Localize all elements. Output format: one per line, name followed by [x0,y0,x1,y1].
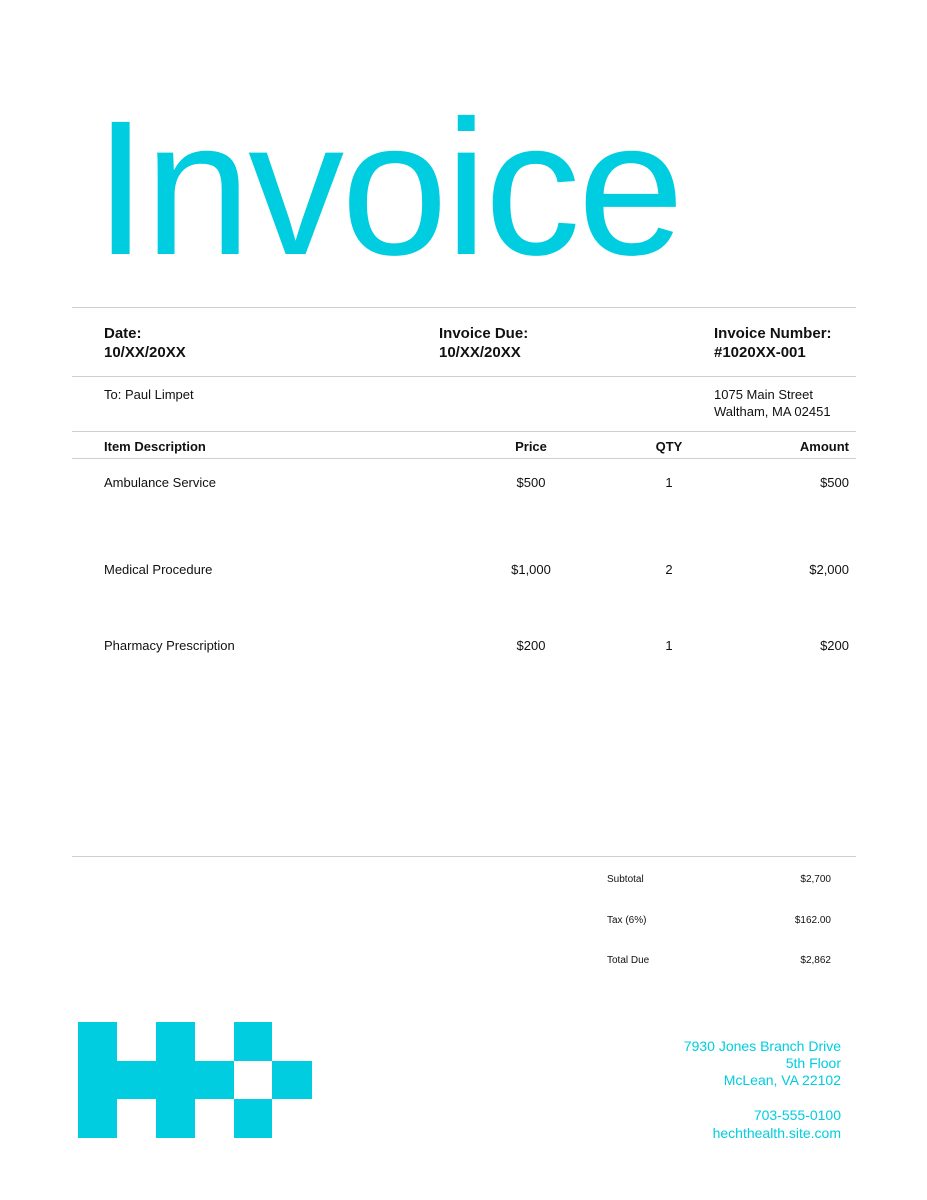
subtotal-value: $2,700 [800,874,831,885]
tax-value: $162.00 [794,915,831,926]
footer-address-line2: 5th Floor [785,1055,841,1071]
row-qty: 2 [665,562,673,577]
tax-label: Tax (6%) [607,915,647,926]
divider-meta [72,376,856,377]
header-price: Price [515,439,547,454]
row-amount: $2,000 [809,562,849,577]
invoice-title: Invoice [94,80,682,295]
total-due-label: Total Due [607,955,650,966]
invoice-number-value: #1020XX-001 [714,344,806,361]
divider-billing [72,431,856,432]
bill-to: To: Paul Limpet [104,387,194,402]
row-price: $200 [516,638,546,653]
row-description: Ambulance Service [104,475,216,490]
row-qty: 1 [665,638,673,653]
footer-address-line1: 7930 Jones Branch Drive [683,1038,841,1054]
row-price: $1,000 [511,562,551,577]
divider-table-header [72,458,856,459]
billing-address-line2: Waltham, MA 02451 [714,404,831,419]
footer-address-line3: McLean, VA 22102 [723,1072,841,1088]
divider-top [72,307,856,308]
date-value: 10/XX/20XX [104,344,186,361]
billing-address-line1: 1075 Main Street [714,387,814,402]
row-amount: $200 [820,638,849,653]
table-row [0,561,927,579]
row-qty: 1 [665,475,673,490]
row-price: $500 [516,475,546,490]
header-qty: QTY [655,439,683,454]
due-label: Invoice Due: [439,325,529,342]
subtotal-label: Subtotal [607,874,644,885]
date-label: Date: [104,325,142,342]
total-due-value: $2,862 [800,955,831,966]
divider-totals [72,856,856,857]
table-row [0,637,927,655]
hecht-health-logo-icon [78,1022,312,1138]
due-value: 10/XX/20XX [439,344,521,361]
row-amount: $500 [820,475,849,490]
footer-phone: 703-555-0100 [753,1107,841,1123]
row-description: Medical Procedure [104,562,213,577]
table-row [0,474,927,492]
row-description: Pharmacy Prescription [104,638,235,653]
footer-website-link[interactable]: hechthealth.site.com [712,1125,841,1141]
invoice-number-label: Invoice Number: [714,325,832,342]
header-item-description: Item Description [104,439,206,454]
header-amount: Amount [799,439,849,454]
